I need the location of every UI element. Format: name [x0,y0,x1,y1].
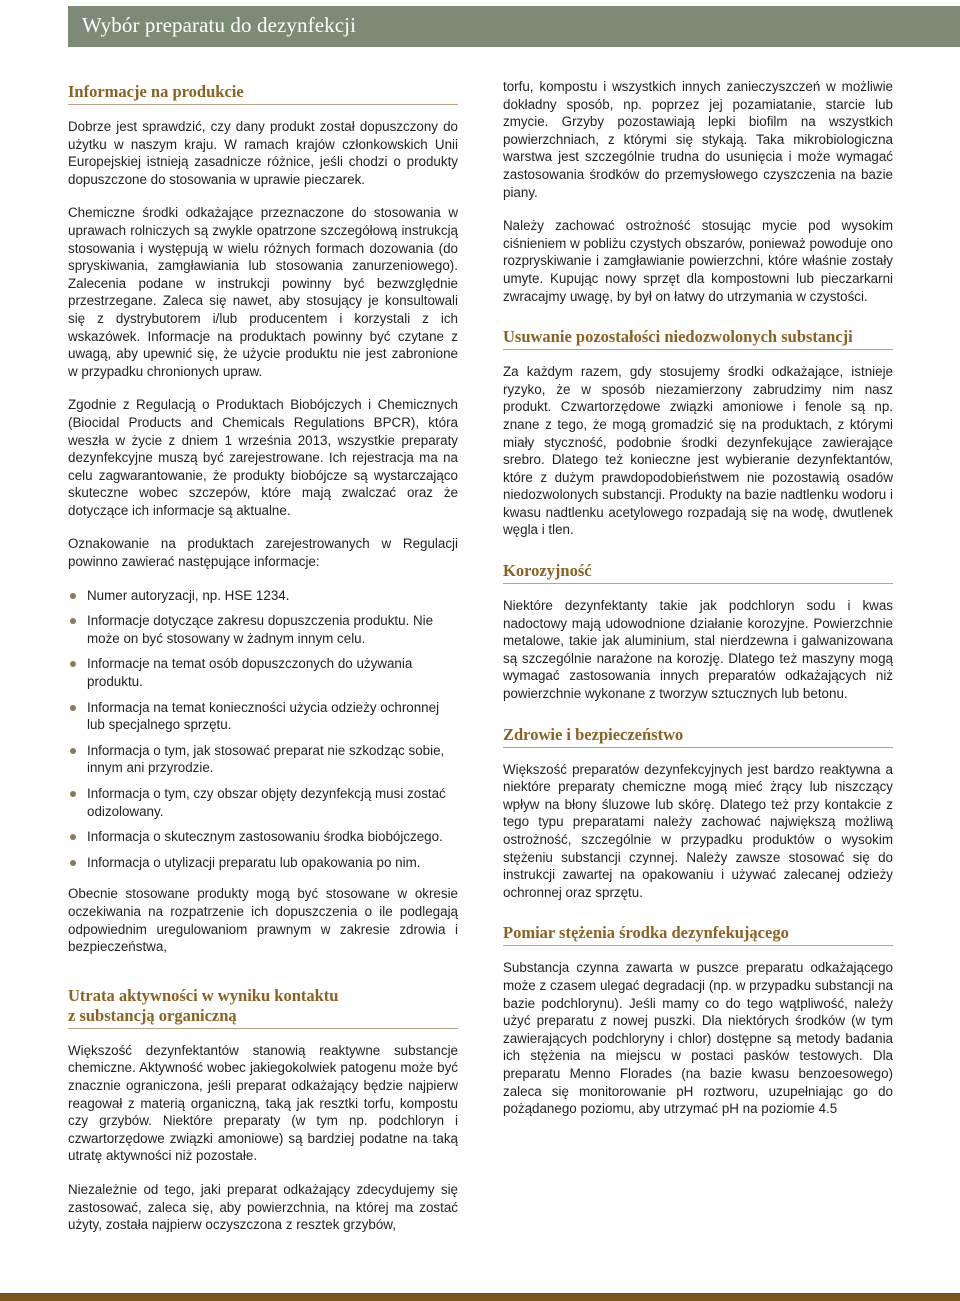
list-item-text: Informacja o skutecznym zastosowaniu środka biobójczego. [87,829,443,845]
section-title-activity-loss [68,986,458,1029]
list-item-text: Numer autoryzacji, np. HSE 1234. [87,587,290,603]
list-item [68,655,458,690]
paragraph: Za każdym razem, gdy stosujemy środki odkażające, istnieje ryzyko, że w sposób niezamierzony zabrudzimy nim nasz produkt. Czwartorzędowe związki amoniowe i fenole są np. znane z tego, że mogą gromadzić się na produktach, z którymi miały styczność, podobnie środki dezynfekujące zawierające srebro. Dlatego też konieczne jest wybieranie dezynfektantów, które z dużym prawdopodobieństwem nie pozostawią osadów niedozwolonych substancji. Produkty na bazie nadtlenku wodoru i kwasu nadtlenku acetylowego rozpadają się na wodę, dwutlenek węgla i tlen. [503,364,893,538]
list-item [68,854,458,872]
list-item [68,699,458,734]
paragraph: Obecnie stosowane produkty mogą być stosowane w okresie oczekiwania na rozpatrzenie ich dopuszczenia o ile podlegają odpowiednim uregulowaniom prawnym w zakresie zdrowia i bezpieczeństwa, [68,886,458,955]
paragraph: Zgodnie z Regulacją o Produktach Biobójczych i Chemicznych (Biocidal Products and Chemicals Regulations BPCR), która weszła w życie z dniem 1 września 2013, wszystkie preparaty dezynfekcyjne muszą być zarejestrowane. Ich rejestracja ma na celu zagwarantowanie, że produkty biobójcze są wystarczająco skuteczne wobec szczepów, które mają zwalczać oraz że dotyczące ich informacje są aktualne. [68,397,458,518]
list-item-text: Informacja o tym, czy obszar objęty dezynfekcją musi zostać odizolowany. [87,786,446,819]
paragraph: Dobrze jest sprawdzić, czy dany produkt został dopuszczony do użytku w naszym kraju. W ramach krajów członkowskich Unii Europejskiej istnieją zasadnicze różnice, jeśli chodzi o produkty dopuszczone do stosowania w uprawie pieczarek. [68,119,458,187]
paragraph: Chemiczne środki odkażające przeznaczone do stosowania w uprawach rolniczych są zwykle opatrzone szczegółową instrukcją stosowania i występują w wielu różnych formach dozowania (do spryskiwania, zamgławiania lub stosowania zanurzeniowego). Zalecenia podane w instrukcji powinny być bezwzględnie przestrzegane. Zaleca się nawet, aby stosujący je konsultowali się z dystrybutorem i/lub producentem i korzystali z ich wskazówek. Informacje na produktach powinny być czytane z uwagą, aby upewnić się, że użycie produktu nie jest zabronione w przypadku chronionych upraw. [68,205,458,379]
list-item-text: Informacje na temat osób dopuszczonych do używania produktu. [87,656,413,690]
bullet-icon [70,791,76,797]
paragraph: torfu, kompostu i wszystkich innych zanieczyszczeń w możliwie dokładny sposób, np. poprzez jej pozamiatanie, starcie lub zmycie. Grzyby pozostawiają lepki biofilm na wszystkich powierzchniach, z którymi się stykają. Taka mikrobiologiczna warstwa jest szczególnie trudna do usunięcia i może wymagać zastosowania środków do przemysłowego czyszczenia na bazie piany. [503,79,893,200]
list-item [68,785,458,820]
list-item-text: Informacja o tym, jak stosować preparat nie szkodząc sobie, innym ani przyrodzie. [87,742,445,776]
section-title-line: z substancją organiczną [68,1005,237,1025]
bullet-icon [70,593,76,599]
right-column [503,78,893,1134]
footer-bar [0,1293,960,1301]
bullet-icon [70,661,76,667]
bullet-icon [70,618,76,624]
list-item [68,742,458,777]
page-title: Wybór preparatu do dezynfekcji [82,13,357,37]
list-item-text: Informacja o utylizacji preparatu lub opakowania po nim. [87,854,421,870]
section-title-product-info: Informacje na produkcie [68,82,458,105]
label-info-list [68,587,458,872]
section-title-health-safety: Zdrowie i bezpieczeństwo [503,725,893,748]
list-item [68,612,458,647]
list-item [68,587,458,605]
paragraph: Niezależnie od tego, jaki preparat odkażający zdecydujemy się zastosować, zaleca się, aby powierzchnia, na której ma zostać użyty, została najpierw oczyszczona z resztek grzybów, [68,1181,458,1233]
paragraph: Niektóre dezynfektanty takie jak podchloryn sodu i kwas nadoctowy mają udowodnione działanie korozyjne. Powierzchnie metalowe, takie jak aluminium, stal nierdzewna i galwanizowana są szczególnie narażone na korozję. Dlatego też maszyny mogą wymagać zastosowania innych preparatów odkażających niż powierzchnie wykonane z tworzyw sztucznych lub betonu. [503,598,893,702]
section-title-line: Utrata aktywności w wyniku kontaktu [68,985,339,1005]
bullet-icon [70,834,76,840]
section-title-residue-removal: Usuwanie pozostałości niedozwolonych substancji [503,327,893,350]
list-item-text: Informacje dotyczące zakresu dopuszczenia produktu. Nie może on być stosowany w żadnym innym celu. [87,613,434,646]
header-banner [68,6,960,47]
paragraph: Większość preparatów dezynfekcyjnych jest bardzo reaktywna a niektóre preparaty chemiczne mogą mieć żrący lub niszczący wpływ na błony śluzowe lub skórę. Dlatego też przy kontakcie z tego typu preparatami należy zachować największą możliwą ostrożność, szczególnie w przypadku produktów o wysokim stężeniu substancji czynnej. Należy zawsze stosować się do instrukcji zawartej na opakowaniu i używać zalecanej odzieży ochronnej oraz sprzętu. [503,761,893,900]
paragraph: Substancja czynna zawarta w puszce preparatu odkażającego może z czasem ulegać degradacji (np. w przypadku substancji na bazie podchlorynu). Jeśli mamy co do tego wątpliwość, należy użyć preparatu z nowej puszki. Dla niektórych środków (w tym zawierających podchloryny i chlor) dostępne są metody badania ich stężenia na miejscu w postaci pasków testowych. Dla preparatu Menno Florades (na bazie kwasu benzoesowego) zaleca się monitorowanie pH roztworu, uzupełniając go do pożądanego poziomu, aby utrzymać pH na poziomie 4.5 [503,960,893,1117]
list-item-text: Informacja na temat konieczności użycia odzieży ochronnej lub specjalnego sprzętu. [87,699,440,733]
list-item [68,828,458,846]
section-title-concentration: Pomiar stężenia środka dezynfekującego [503,923,893,946]
bullet-icon [70,705,76,711]
paragraph: Należy zachować ostrożność stosując mycie pod wysokim ciśnieniem w pobliżu czystych obszarów, ponieważ powoduje ono rozpryskiwanie i zamgławianie powierzchni, które właśnie zostały umyte. Kupując nowy sprzęt dla kompostowni lub pieczarkarni zwracajmy uwagę, by był on łatwy do utrzymania w czystości. [503,218,893,304]
bullet-icon [70,748,76,754]
section-title-corrosivity: Korozyjność [503,561,893,584]
left-column [68,82,458,1250]
paragraph: Oznakowanie na produktach zarejestrowanych w Regulacji powinno zawierać następujące informacje: [68,536,458,570]
bullet-icon [70,860,76,866]
paragraph: Większość dezynfektantów stanowią reaktywne substancje chemiczne. Aktywność wobec jakiegokolwiek patogenu może być znacznie ograniczona, jeśli preparat odkażający będzie najpierw reagował z materią organiczną, taką jak resztki torfu, kompostu czy grzybów. Niektóre preparaty (w tym np. podchloryn i czwartorzędowe związki amoniowe) są bardziej podatne na taką utratę aktywności niż pozostałe. [68,1042,458,1164]
